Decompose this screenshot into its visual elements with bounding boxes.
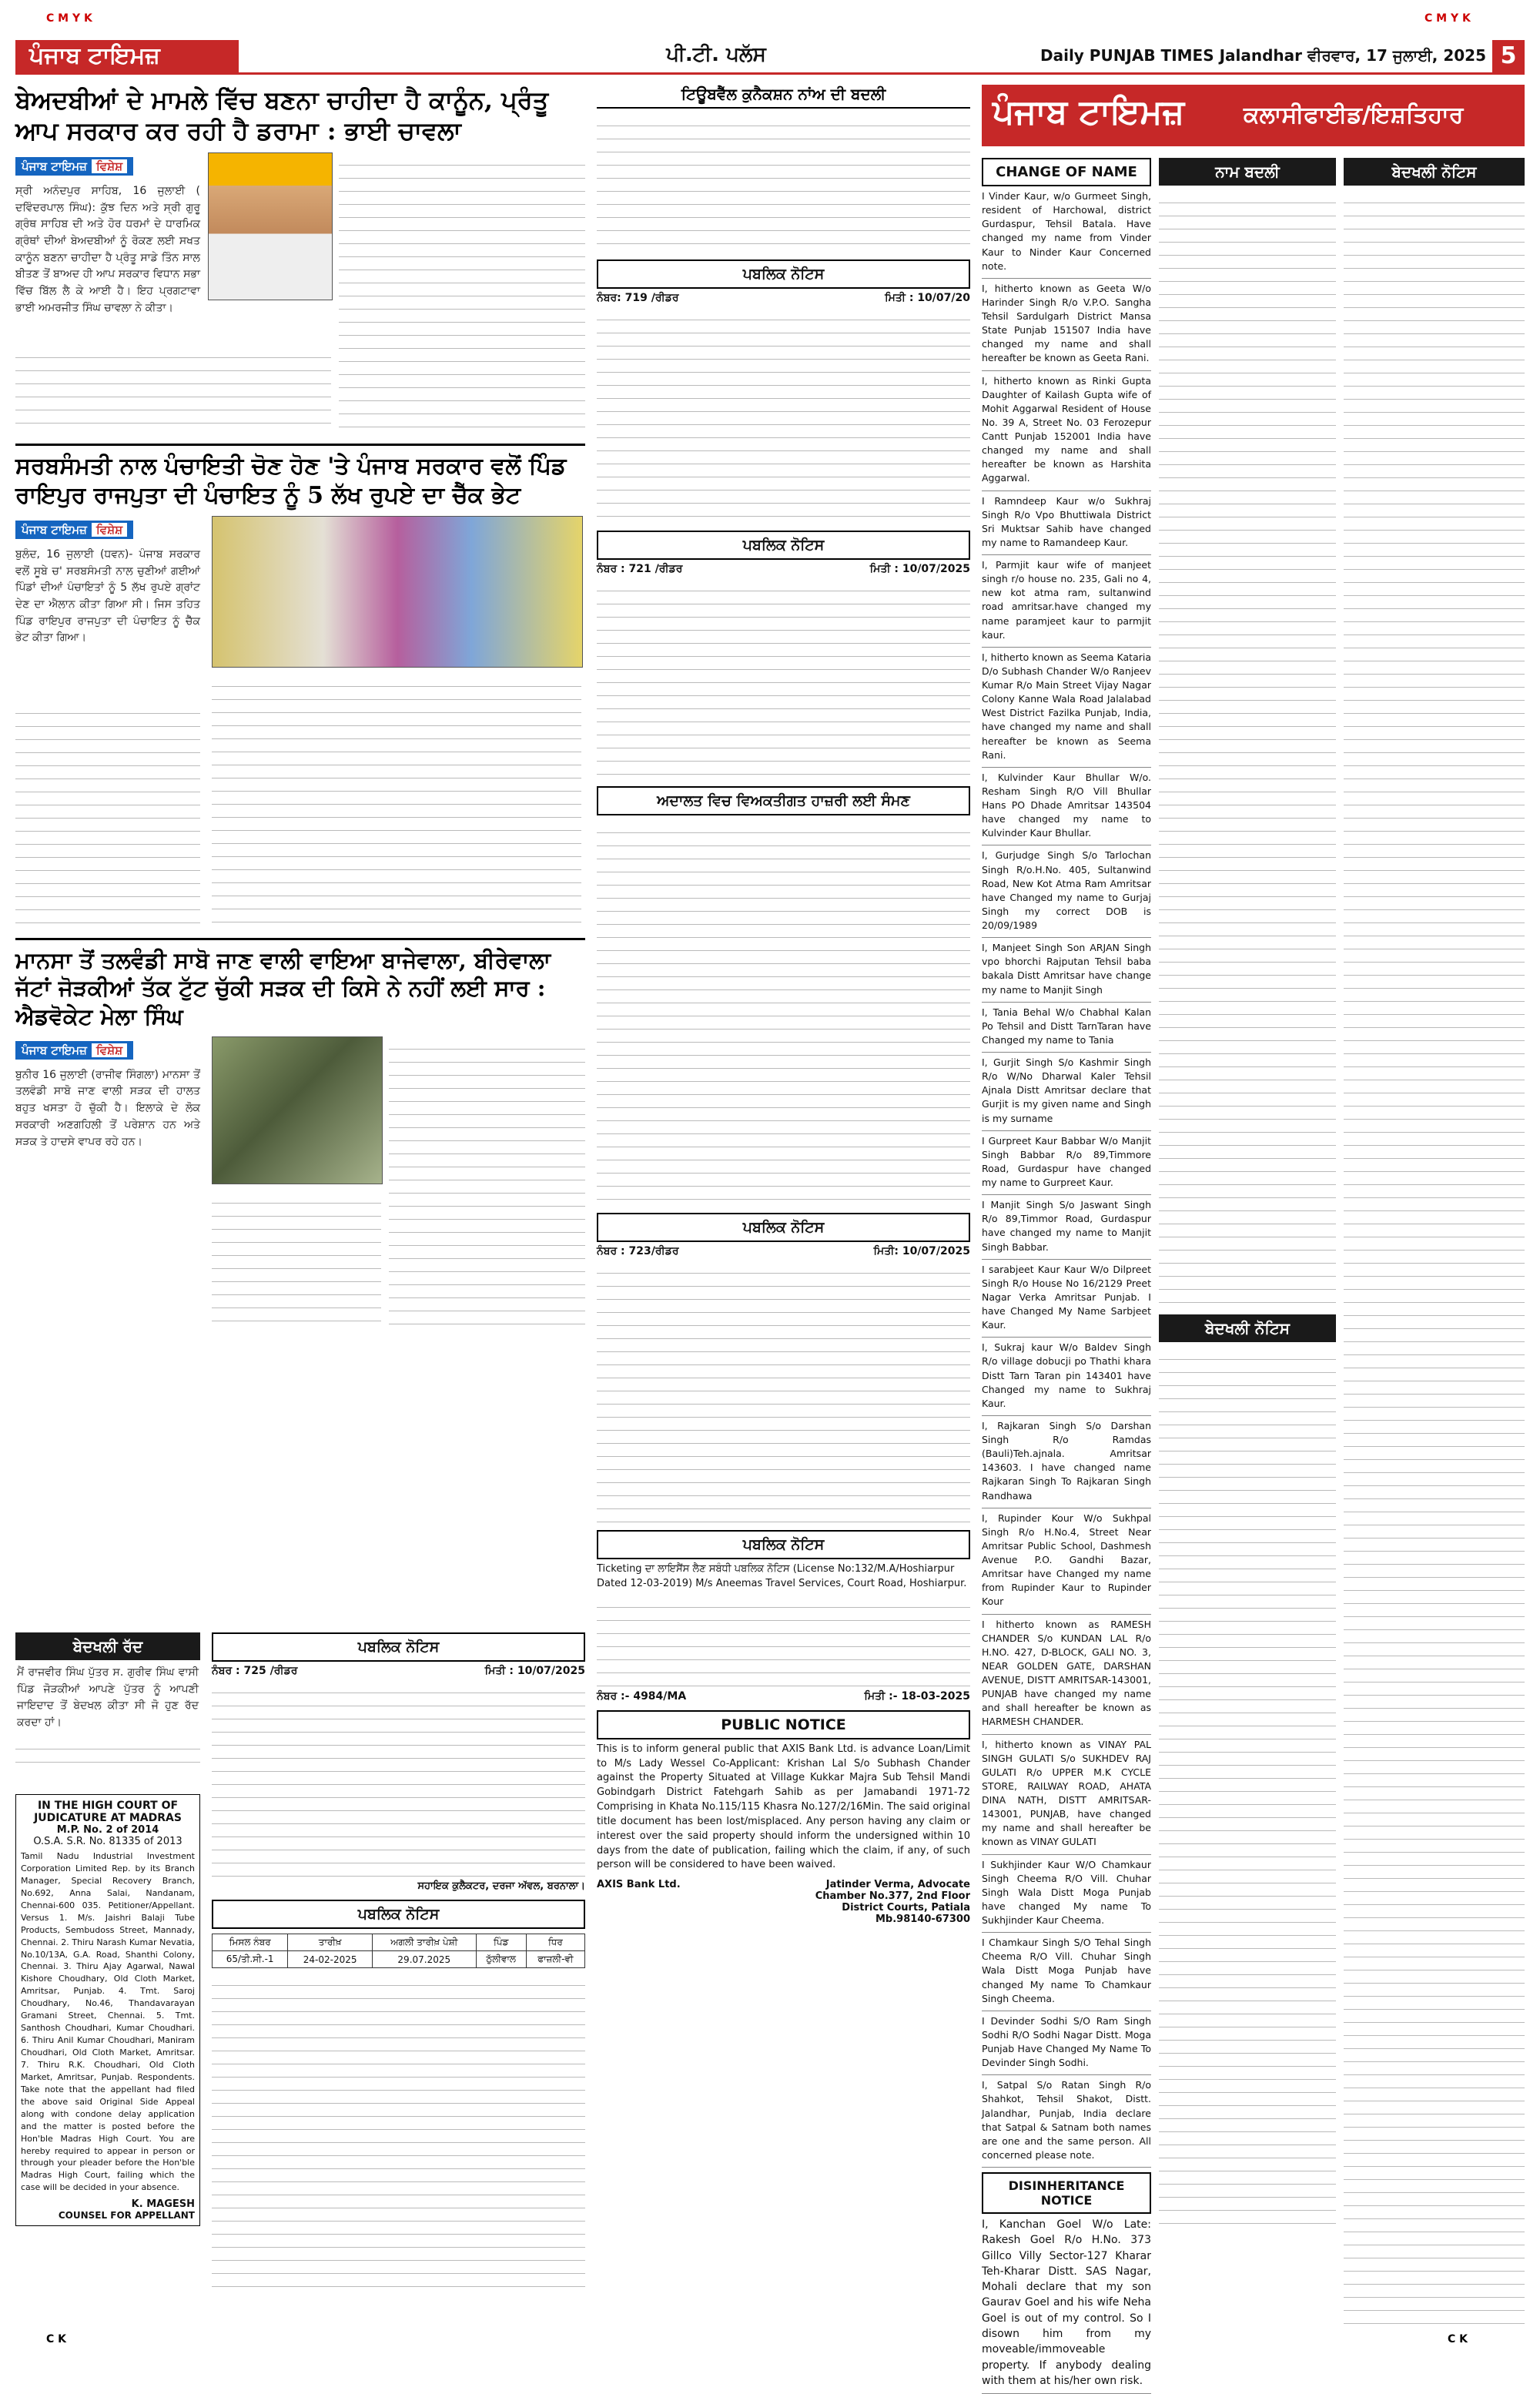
newspaper-logo: ਪੰਜਾਬ ਟਾਇਮਜ਼ bbox=[15, 40, 239, 72]
pn4-signer: ਸਹਾਇਕ ਕੁਲੈਕਟਰ, ਦਰਜਾ ਅੱਵਲ, ਬਰਨਾਲਾ। bbox=[417, 1880, 585, 1892]
classified-title: ਕਲਾਸੀਫਾਈਡ/ਇਸ਼ਤਿਹਾਰ bbox=[1244, 102, 1464, 129]
change-of-name-entry: I, Gurjudge Singh S/o Tarlochan Singh R/o.H.No. 405, Sultanwind Road, New Kot Atma Ram Amritsar have Changed my name to Gurjaj Singh my correct DOB is 20/09/1989 bbox=[982, 845, 1151, 938]
court-notice bbox=[15, 1794, 200, 2226]
tubewell-title: ਟਿਊਬਵੈੱਲ ਕੁਨੈਕਸ਼ਨ ਨਾਂਅ ਦੀ ਬਦਲੀ bbox=[597, 85, 970, 109]
pn1-number: ਨੰਬਰ: 719 /ਰੀਡਰ bbox=[597, 292, 679, 304]
court-mp-no: M.P. No. 2 of 2014 bbox=[56, 1824, 159, 1836]
change-of-name-entry: I Chamkaur Singh S/O Tehal Singh Cheema R/O Vill. Chuhar Singh Wala Distt Moga Punjab have changed My name To Chamkaur Singh Cheema. bbox=[982, 1933, 1151, 2011]
registration-mark-left: C M Y K bbox=[46, 12, 92, 25]
page-number: 5 bbox=[1492, 40, 1525, 72]
pn2-date: ਮਿਤੀ : 10/07/2025 bbox=[869, 563, 970, 575]
pn3-date: ਮਿਤੀ: 10/07/2025 bbox=[873, 1245, 970, 1257]
bedakhli-mid-entries bbox=[1159, 1347, 1336, 2232]
table-header: ਮਿਸਲ ਨੰਬਰ bbox=[213, 1934, 288, 1951]
road-photo bbox=[212, 1036, 383, 1184]
pn6-number: ਨੰਬਰ :- 4984/MA bbox=[597, 1689, 687, 1703]
change-of-name-entry: I, Parmjit kaur wife of manjeet singh r/o house no. 235, Gali no 4, new kot atma ram, sultanwind road amritsar.have changed my name paramjeet kaur to parmjit kaur. bbox=[982, 555, 1151, 648]
change-of-name-entry: I sarabjeet Kaur Kaur W/o Dilpreet Singh R/o House No 16/2129 Preet Nagar Verka Amritsar Punjab. I have Changed My Name Sarbjeet Kaur. bbox=[982, 1260, 1151, 1338]
public-notice-en-title: PUBLIC NOTICE bbox=[597, 1710, 970, 1739]
article2-text-left bbox=[15, 701, 200, 932]
naam-badli-title: ਨਾਮ ਬਦਲੀ bbox=[1159, 158, 1336, 186]
pn3-title: ਪਬਲਿਕ ਨੋਟਿਸ bbox=[597, 1213, 970, 1242]
table-header: ਪਿੰਡ bbox=[476, 1934, 526, 1951]
table-header: ਤਾਰੀਖ਼ bbox=[288, 1934, 373, 1951]
change-of-name-entry: I Sukhjinder Kaur W/O Chamkaur Singh Cheema R/O Vill. Chuhar Singh Wala Distt Moga Punjab have changed My name To Sukhjinder Kaur Cheema. bbox=[982, 1855, 1151, 1934]
article3-tag: ਪੰਜਾਬ ਟਾਇਮਜ਼ ਵਿਸ਼ੇਸ਼ bbox=[15, 1041, 133, 1060]
disinheritance-text: I, Kanchan Goel W/o Late: Rakesh Goel R/o H.No. 373 Gillco Villy Sector-127 Kharar Teh-Kharar Distt. SAS Nagar, Mohali declare that my son Gaurav Goel and his wife Neha Goel is out of my control. So I disown him from my moveable/immoveable property. If anybody dealing with them at his/her own risk. bbox=[982, 2214, 1151, 2394]
article3-text-right bbox=[389, 1036, 585, 1329]
dateline: Daily PUNJAB TIMES Jalandhar ਵੀਰਵਾਰ, 17 ਜੁਲਾਈ, 2025 bbox=[1040, 46, 1486, 65]
change-of-name-title: CHANGE OF NAME bbox=[982, 158, 1151, 186]
pn2-number: ਨੰਬਰ : 721 /ਰੀਡਰ bbox=[597, 563, 683, 575]
court-signature: K. MAGESH bbox=[131, 2198, 195, 2211]
pn5-title: ਪਬਲਿਕ ਨੋਟਿਸ bbox=[212, 1900, 585, 1929]
pn1-date: ਮਿਤੀ : 10/07/20 bbox=[885, 292, 970, 304]
bedakhli-left-text: ਮੈਂ ਰਾਜਵੀਰ ਸਿੰਘ ਪੁੱਤਰ ਸ. ਗੁਰੀਵ ਸਿੰਘ ਵਾਸੀ ਪਿੰਡ ਜੋੜਕੀਆਂ ਆਪਣੇ ਪੁੱਤਰ ਨੂੰ ਆਪਣੀ ਜਾਇਦਾਦ ਤੋਂ ਬੇਦਖਲ ਕੀਤਾ ਸੀ ਜੋ ਹੁਣ ਰੱਦ ਕਰਦਾ ਹਾਂ। bbox=[17, 1666, 199, 1729]
change-of-name-entry: I hitherto known as RAMESH CHANDER S/o KUNDAN LAL R/o H.NO. 427, D-BLOCK, GALI NO. 3, NEAR GOLDEN GATE, DARSHAN AVENUE, DISTT AMRITSAR-143001, PUNJAB have changed my name and shall hereafter be known as HARMESH CHANDER. bbox=[982, 1615, 1151, 1735]
registration-mark-bottom-left: C K bbox=[46, 2333, 66, 2345]
change-of-name-entry: I, Satpal S/o Ratan Singh R/o Shahkot, Tehsil Shakot, Distt. Jalandhar, Punjab, India declare that Satpal & Satnam both names are one and the same person. All concerned please note. bbox=[982, 2075, 1151, 2168]
article1-lead: ਸ੍ਰੀ ਅਨੰਦਪੁਰ ਸਾਹਿਬ, 16 ਜੁਲਾਈ ( ਦਵਿੰਦਰਪਾਲ ਸਿੰਘ): ਕੁੱਝ ਦਿਨ ਅਤੇ ਸ੍ਰੀ ਗੁਰੂ ਗ੍ਰੰਥ ਸਾਹਿਬ ਦੀ ਅਤੇ ਹੋਰ ਧਰਮਾਂ ਦੇ ਧਾਰਮਿਕ ਗ੍ਰੰਥਾਂ ਦੀਆਂ ਬੇਅਦਬੀਆਂ ਨੂੰ ਰੋਕਣ ਲਈ ਸਖਤ ਕਾਨੂੰਨ ਬਣਨਾ ਚਾਹੀਦਾ ਹੈ ਪ੍ਰੰਤੂ ਸਾਡੇ ਤਿੰਨ ਸਾਲ ਬੀਤਣ ਤੋਂ ਬਾਅਦ ਹੀ ਆਪ ਸਰਕਾਰ ਵਿਧਾਨ ਸਭਾ ਵਿੱਚ ਬਿੱਲ ਲੈ ਕੇ ਆਈ ਹੈ। ਇਹ ਪ੍ਰਗਟਾਵਾ ਭਾਈ ਅਮਰਜੀਤ ਸਿੰਘ ਚਾਵਲਾ ਨੇ ਕੀਤਾ। bbox=[15, 185, 200, 314]
advocate-signer: Jatinder Verma, Advocate Chamber No.377, 2nd Floor District Courts, Patiala Mb.98140-67300 bbox=[815, 1879, 970, 1926]
court-signature-title: COUNSEL FOR APPELLANT bbox=[58, 2210, 195, 2222]
change-of-name-entry: I, Manjeet Singh Son ARJAN Singh vpo bhorchi Rajputan Tehsil baba bakala Distt Amritsar have change my name to Manjit Singh bbox=[982, 938, 1151, 1003]
court-osa-no: O.S.A. S.R. No. 81335 of 2013 bbox=[33, 1836, 182, 1847]
portrait-photo bbox=[208, 152, 333, 300]
pn1-title: ਪਬਲਿਕ ਨੋਟਿਸ bbox=[597, 259, 970, 289]
article1-headline: ਬੇਅਦਬੀਆਂ ਦੇ ਮਾਮਲੇ ਵਿੱਚ ਬਣਨਾ ਚਾਹੀਦਾ ਹੈ ਕਾਨੂੰਨ, ਪ੍ਰੰਤੂ ਆਪ ਸਰਕਾਰ ਕਰ ਰਹੀ ਹੈ ਡਰਾਮਾ : ਭਾਈ ਚਾਵਲਾ bbox=[15, 85, 549, 146]
change-of-name-entry: I, Tania Behal W/o Chabhal Kalan Po Tehsil and Distt TarnTaran have Changed my name to Tania bbox=[982, 1003, 1151, 1053]
table-cell: 65/ਤੀ.ਸੀ.-1 bbox=[213, 1951, 288, 1968]
change-of-name-entry: I, Rajkaran Singh S/o Darshan Singh R/o Ramdas (Bauli)Teh.ajnala. Amritsar 143603. I have changed name Rajkaran Singh To Rajkaran Singh Randhawa bbox=[982, 1416, 1151, 1508]
change-of-name-entry: I Ramndeep Kaur w/o Sukhraj Singh R/o Vpo Bhuttiwala District Sri Muktsar Sahib have changed my name to Ramandeep Kaur. bbox=[982, 491, 1151, 556]
pn6-title: ਪਬਲਿਕ ਨੋਟਿਸ bbox=[597, 1530, 970, 1559]
bedakhli-left-box bbox=[15, 1632, 200, 1767]
change-of-name-list bbox=[982, 186, 1151, 2168]
bedakhli-left-title: ਬੇਦਖਲੀ ਰੱਦ bbox=[15, 1632, 200, 1660]
article3-headline: ਮਾਨਸਾ ਤੋਂ ਤਲਵੰਡੀ ਸਾਬੋ ਜਾਣ ਵਾਲੀ ਵਾਇਆ ਬਾਜੇਵਾਲਾ, ਬੀਰੇਵਾਲਾ ਜੱਟਾਂ ਜੋੜਕੀਆਂ ਤੱਕ ਟੁੱਟ ਚੁੱਕੀ ਸੜਕ ਦੀ ਕਿਸੇ ਨੇ ਨਹੀਂ ਲਈ ਸਾਰ : ਐਡਵੋਕੇਟ ਮੇਲਾ ਸਿੰਘ bbox=[15, 947, 551, 1030]
bedakhli-entries bbox=[1344, 190, 1525, 2331]
public-notice-en-text: This is to inform general public that AXIS Bank Ltd. is advance Loan/Limit to M/s Lady Wessel Co-Applicant: Krishan Lal S/o Subhash Chander against the Property Situated at Village Kukkar Majra Sub Tehsil Mandi Gobindgarh District Fatehgarh Sahib as per Jamabandi 1971-72 Comprising in Khata No.115/115 Khasra No.127/2/16Min. The said original title document has been lost/misplaced. Any person having any claim or interest over the said property should inform the undersigned within 10 days from the date of publication, failing which the claim, if any, of such person will be considered to have been waived. bbox=[597, 1743, 970, 1871]
change-of-name-entry: I Vinder Kaur, w/o Gurmeet Singh, resident of Harchowal, district Gurdaspur, Tehsil Batala. Have changed my name from Vinder Kaur to Ninder Kaur Concerned note. bbox=[982, 186, 1151, 279]
public-notice-bottom-left bbox=[212, 1632, 585, 2296]
article3-text-mid bbox=[212, 1190, 381, 1329]
group-photo bbox=[212, 516, 583, 668]
table-cell: ਫਾਜ਼ਲੀ-ਵੀ bbox=[526, 1951, 584, 1968]
change-of-name-entry: I, hitherto known as Rinki Gupta Daughter of Kailash Gupta wife of Mohit Aggarwal Resident of House No. 39 A, Street No. 03 Ferozepur Cantt Punjab 152001 India have changed my name and shall hereafter be known as Harshita Aggarwal. bbox=[982, 371, 1151, 491]
change-of-name-entry: I Manjit Singh S/o Jaswant Singh R/o 89,Timmor Road, Gurdaspur have changed my name to Manjit Singh Babbar. bbox=[982, 1195, 1151, 1260]
registration-mark-right: C M Y K bbox=[1424, 12, 1471, 25]
court-title: IN THE HIGH COURT OF JUDICATURE AT MADRAS bbox=[34, 1800, 182, 1824]
bedakhli-notice-mid-title: ਬੇਦਖਲੀ ਨੋਟਿਸ bbox=[1159, 1314, 1336, 1342]
article3-lead: ਬੁਨੀਰ 16 ਜੁਲਾਈ (ਰਾਜੀਵ ਸਿੰਗਲਾ) ਮਾਨਸਾ ਤੋਂ ਤਲਵੰਡੀ ਸਾਬੋ ਜਾਣ ਵਾਲੀ ਸੜਕ ਦੀ ਹਾਲਤ ਬਹੁਤ ਖਸਤਾ ਹੋ ਚੁੱਕੀ ਹੈ। ਇਲਾਕੇ ਦੇ ਲੋਕ ਸਰਕਾਰੀ ਅਣਗਹਿਲੀ ਤੋਂ ਪਰੇਸ਼ਾਨ ਹਨ ਅਤੇ ਸੜਕ ਤੇ ਹਾਦਸੇ ਵਾਪਰ ਰਹੇ ਹਨ। bbox=[15, 1068, 200, 1148]
article1-text-bottom bbox=[15, 345, 331, 430]
change-of-name-entry: I, Sukraj kaur W/o Baldev Singh R/o village dobucji po Thathi khara Distt Tarn Taran pin 143401 have Changed my name to Sukhraj Kaur. bbox=[982, 1338, 1151, 1416]
change-of-name-entry: I, hitherto known as Geeta W/o Harinder Singh R/o V.P.O. Sangha Tehsil Sardulgarh District Mansa State Punjab 151507 India have changed my name and shall hereafter be known as Geeta Rani. bbox=[982, 279, 1151, 371]
article1-text-right bbox=[339, 152, 585, 430]
article2-headline: ਸਰਬਸੰਮਤੀ ਨਾਲ ਪੰਚਾਇਤੀ ਚੋਣ ਹੋਣ 'ਤੇ ਪੰਜਾਬ ਸਰਕਾਰ ਵਲੋਂ ਪਿੰਡ ਰਾਇਪੁਰ ਰਾਜਪੁਤਾ ਦੀ ਪੰਚਾਇਤ ਨੂੰ 5 ਲੱਖ ਰੁਪਏ ਦਾ ਚੈੱਕ ਭੇਟ bbox=[15, 453, 567, 509]
naam-badli-column bbox=[1159, 158, 1336, 2232]
pn6-text: Ticketing ਦਾ ਲਾਇਸੈਂਸ ਲੈਣ ਸਬੰਧੀ ਪਬਲਿਕ ਨੋਟਿਸ (License No:132/M.A/Hoshiarpur Dated 12-03-2019) M/s Aneemas Travel Services, Court Road, Hoshiarpur. bbox=[597, 1563, 967, 1589]
disinheritance-title: DISINHERITANCE NOTICE bbox=[982, 2172, 1151, 2214]
pn4-number: ਨੰਬਰ : 725 /ਰੀਡਰ bbox=[212, 1665, 298, 1677]
change-of-name-column bbox=[982, 158, 1151, 2394]
court-summons-title: ਅਦਾਲਤ ਵਿਚ ਵਿਅਕਤੀਗਤ ਹਾਜ਼ਰੀ ਲਈ ਸੰਮਣ bbox=[597, 786, 970, 815]
pn2-title: ਪਬਲਿਕ ਨੋਟਿਸ bbox=[597, 531, 970, 560]
article1-tag: ਪੰਜਾਬ ਟਾਇਮਜ਼ ਵਿਸ਼ੇਸ਼ bbox=[15, 157, 133, 176]
table-header: ਧਿਰ bbox=[526, 1934, 584, 1951]
pn3-number: ਨੰਬਰ : 723/ਰੀਡਰ bbox=[597, 1245, 679, 1257]
change-of-name-entry: I Gurpreet Kaur Babbar W/o Manjit Singh Babbar R/o 89,Timmore Road, Gurdaspur have changed my name to Gurpreet Kaur. bbox=[982, 1131, 1151, 1196]
notices-column bbox=[597, 85, 970, 1925]
article2-text-right bbox=[212, 674, 581, 932]
article2-tag: ਪੰਜਾਬ ਟਾਇਮਜ਼ ਵਿਸ਼ੇਸ਼ bbox=[15, 521, 133, 539]
table-header: ਅਗਲੀ ਤਾਰੀਖ਼ ਪੇਸ਼ੀ bbox=[373, 1934, 477, 1951]
change-of-name-entry: I Devinder Sodhi S/O Ram Singh Sodhi R/O Sodhi Nagar Distt. Moga Punjab Have Changed My Name To Devinder Singh Sodhi. bbox=[982, 2011, 1151, 2076]
classified-banner bbox=[982, 85, 1525, 146]
table-cell: 29.07.2025 bbox=[373, 1951, 477, 1968]
pn6-date: ਮਿਤੀ :- 18-03-2025 bbox=[864, 1689, 970, 1703]
naam-badli-entries bbox=[1159, 190, 1336, 1307]
hearing-table bbox=[212, 1934, 585, 1968]
axis-bank-label: AXIS Bank Ltd. bbox=[597, 1879, 681, 1891]
change-of-name-entry: I, hitherto known as Seema Kataria D/o Subhash Chander W/o Ranjeev Kumar R/o Main Street Vijay Nagar Colony Kanne Wala Road Jalalabad West District Fazilka Punjab, India, have changed my name and shall hereafter be known as Seema Rani. bbox=[982, 648, 1151, 768]
court-body: Tamil Nadu Industrial Investment Corporation Limited Rep. by its Branch Manager, Special Recovery Branch, No.692, Anna Salai, Nandanam, Chennai-600 035. Petitioner/Appellant. Versus 1. M/s. Jaishri Balaji Tube Products, Sembudoss Street, Mannady, Chennai. 2. Thiru Narash Kumar Nevatia, No.10/13A, G.A. Road, Shanthi Colony, Chennai. 3. Thiru Ajay Agarwal, Nawal Kishore Choudhary, Old Cloth Market, Amritsar, Punjab. 4. Tmt. Saroj Choudhary, No.46, Thandavarayan Gramani Street, Chennai. 5. Tmt. Santhosh Choudhari, Kumar Choudhari. 6. Thiru Anil Kumar Choudhari, Maniram Choudhari, Old Cloth Market, Amritsar. 7. Thiru R.K. Choudhari, Old Cloth Market, Amritsar, Punjab. Respondents. Take note that the appellant had filed the above said Original Side Appeal along with condone delay application and the matter is posted before the Hon'ble Madras High Court. You are hereby required to appear in person or through your pleader before the Hon'ble Madras High Court, failing which the case will be decided in your absence. bbox=[21, 1851, 195, 2193]
change-of-name-entry: I, Kulvinder Kaur Bhullar W/o. Resham Singh R/O Vill Bhullar Hans PO Dhade Amritsar 143504 have changed my name to Kulvinder Kaur Bhullar. bbox=[982, 768, 1151, 846]
article2-lead: ਬੁਲੰਦ, 16 ਜੁਲਾਈ (ਧਵਨ)- ਪੰਜਾਬ ਸਰਕਾਰ ਵਲੋਂ ਸੂਬੇ ਚ' ਸਰਬਸੰਮਤੀ ਨਾਲ ਚੁਣੀਆਂ ਗਈਆਂ ਪਿੰਡਾਂ ਦੀਆਂ ਪੰਚਾਇਤਾਂ ਨੂੰ 5 ਲੱਖ ਰੁਪਏ ਗ੍ਰਾਂਟ ਦੇਣ ਦਾ ਐਲਾਨ ਕੀਤਾ ਗਿਆ ਸੀ। ਜਿਸ ਤਹਿਤ ਪਿੰਡ ਰਾਇਪੁਰ ਰਾਜਪੁਤਾ ਦੀ ਪੰਚਾਇਤ ਨੂੰ ਚੈੱਕ ਭੇਟ ਕੀਤਾ ਗਿਆ। bbox=[15, 548, 200, 645]
table-cell: 24-02-2025 bbox=[288, 1951, 373, 1968]
pn4-date: ਮਿਤੀ : 10/07/2025 bbox=[484, 1665, 585, 1677]
change-of-name-entry: I, Gurjit Singh S/o Kashmir Singh R/o W/No Dharwal Kaler Tehsil Ajnala Distt Amritsar declare that Gurjit is my given name and Singh is my surname bbox=[982, 1053, 1151, 1131]
bedakhli-notice-title: ਬੇਦਖਲੀ ਨੋਟਿਸ bbox=[1344, 158, 1525, 186]
bedakhli-column bbox=[1344, 158, 1525, 2331]
change-of-name-entry: I, Rupinder Kour W/o Sukhpal Singh R/o H.No.4, Street Near Amritsar Public School, Dashmesh Avenue P.O. Gandhi Bazar, Amritsar have Changed my name from Rupinder Kaur to Rupinder Kour bbox=[982, 1508, 1151, 1615]
registration-mark-bottom-right: C K bbox=[1448, 2333, 1468, 2345]
masthead bbox=[15, 40, 1525, 75]
classified-logo: ਪੰਜਾਬ ਟਾਇਮਜ਼ bbox=[993, 92, 1185, 132]
pn4-title: ਪਬਲਿਕ ਨੋਟਿਸ bbox=[212, 1632, 585, 1662]
section-title: ਪੀ.ਟੀ. ਪਲੱਸ bbox=[666, 43, 766, 66]
news-column bbox=[15, 85, 585, 1329]
table-cell: ਠੁੱਲੀਵਾਲ bbox=[476, 1951, 526, 1968]
change-of-name-entry: I, hitherto known as VINAY PAL SINGH GULATI S/o SUKHDEV RAJ GULATI R/o UPPER M.K CYCLE STORE, RAILWAY ROAD, AHATA DINA NATH, DISTT AMRITSAR-143001, PUNJAB, have changed my name and shall hereafter be known as VINAY GULATI bbox=[982, 1735, 1151, 1855]
